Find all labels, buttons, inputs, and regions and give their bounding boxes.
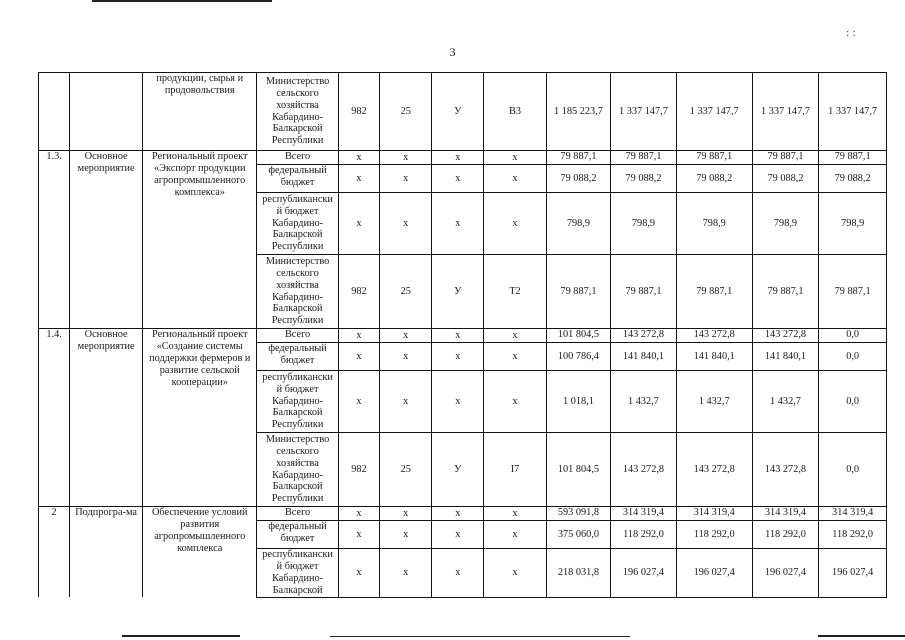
target-item-code-cell: I7 <box>484 433 546 507</box>
item-type-cell: Подпрогра-ма <box>70 507 143 598</box>
table-body <box>39 73 887 598</box>
amount-cell-year-5: 118 292,0 <box>819 521 887 549</box>
amount-cell-year-1: 798,9 <box>546 193 611 255</box>
item-number-cell: 1.3. <box>39 151 70 329</box>
section-code-cell: х <box>380 193 432 255</box>
amount-cell-year-3: 143 272,8 <box>676 329 752 343</box>
amount-cell-year-3: 118 292,0 <box>676 521 752 549</box>
page-corner-marks: : : <box>846 28 856 39</box>
grbs-code-cell: х <box>338 521 380 549</box>
item-type-cell: Основное мероприятие <box>70 151 143 329</box>
item-name-cell: продукции, сырья и продовольствия <box>143 73 257 151</box>
item-name-cell: Региональный проект «Экспорт продукции агропромышленного комплекса» <box>143 151 257 329</box>
section-code-cell: х <box>380 165 432 193</box>
grbs-code-cell: х <box>338 165 380 193</box>
amount-cell-year-1: 79 887,1 <box>546 255 611 329</box>
amount-cell-year-3: 798,9 <box>676 193 752 255</box>
grbs-code-cell: 982 <box>338 73 380 151</box>
subsection-code-cell: х <box>432 343 484 371</box>
amount-cell-year-5: 0,0 <box>819 343 887 371</box>
subsection-code-cell: х <box>432 521 484 549</box>
amount-cell-year-1: 79 088,2 <box>546 165 611 193</box>
amount-cell-year-3: 79 887,1 <box>676 151 752 165</box>
grbs-code-cell: х <box>338 507 380 521</box>
amount-cell-year-4: 79 887,1 <box>752 151 819 165</box>
item-type-cell <box>70 73 143 151</box>
amount-cell-year-5: 79 088,2 <box>819 165 887 193</box>
subsection-code-cell: х <box>432 329 484 343</box>
subsection-code-cell: х <box>432 371 484 433</box>
subsection-code-cell: х <box>432 193 484 255</box>
funding-source-cell: Министерство сельского хозяйства Кабардино-Балкарской Республики <box>257 73 338 151</box>
funding-source-cell: Министерство сельского хозяйства Кабардино-Балкарской Республики <box>257 255 338 329</box>
subsection-code-cell: х <box>432 549 484 598</box>
amount-cell-year-5: 0,0 <box>819 371 887 433</box>
target-item-code-cell: х <box>484 343 546 371</box>
amount-cell-year-2: 143 272,8 <box>611 433 677 507</box>
funding-source-cell: федеральный бюджет <box>257 343 338 371</box>
funding-source-cell: Всего <box>257 329 338 343</box>
amount-cell-year-4: 141 840,1 <box>752 343 819 371</box>
funding-source-cell: республиканский бюджет Кабардино-Балкарской <box>257 549 338 598</box>
amount-cell-year-4: 314 319,4 <box>752 507 819 521</box>
funding-source-cell: Всего <box>257 151 338 165</box>
amount-cell-year-2: 798,9 <box>611 193 677 255</box>
item-number-cell: 1.4. <box>39 329 70 507</box>
section-code-cell: х <box>380 329 432 343</box>
amount-cell-year-1: 101 804,5 <box>546 433 611 507</box>
grbs-code-cell: х <box>338 193 380 255</box>
subsection-code-cell: У <box>432 73 484 151</box>
amount-cell-year-5: 196 027,4 <box>819 549 887 598</box>
subsection-code-cell: х <box>432 165 484 193</box>
amount-cell-year-1: 1 185 223,7 <box>546 73 611 151</box>
grbs-code-cell: 982 <box>338 255 380 329</box>
amount-cell-year-2: 143 272,8 <box>611 329 677 343</box>
amount-cell-year-5: 79 887,1 <box>819 255 887 329</box>
amount-cell-year-4: 1 337 147,7 <box>752 73 819 151</box>
section-code-cell: 25 <box>380 433 432 507</box>
amount-cell-year-4: 143 272,8 <box>752 329 819 343</box>
amount-cell-year-3: 196 027,4 <box>676 549 752 598</box>
section-code-cell: х <box>380 151 432 165</box>
amount-cell-year-1: 100 786,4 <box>546 343 611 371</box>
scan-edge-bottom-left <box>122 635 240 637</box>
section-code-cell: 25 <box>380 73 432 151</box>
target-item-code-cell: х <box>484 151 546 165</box>
target-item-code-cell: х <box>484 521 546 549</box>
subsection-code-cell: х <box>432 151 484 165</box>
subsection-code-cell: х <box>432 507 484 521</box>
amount-cell-year-2: 141 840,1 <box>611 343 677 371</box>
amount-cell-year-2: 196 027,4 <box>611 549 677 598</box>
table-row <box>39 329 887 343</box>
table-row <box>39 151 887 165</box>
subsection-code-cell: У <box>432 255 484 329</box>
amount-cell-year-5: 1 337 147,7 <box>819 73 887 151</box>
grbs-code-cell: х <box>338 343 380 371</box>
amount-cell-year-3: 79 887,1 <box>676 255 752 329</box>
amount-cell-year-3: 141 840,1 <box>676 343 752 371</box>
scan-edge-top <box>92 0 272 2</box>
section-code-cell: х <box>380 507 432 521</box>
grbs-code-cell: х <box>338 549 380 598</box>
amount-cell-year-3: 314 319,4 <box>676 507 752 521</box>
amount-cell-year-1: 79 887,1 <box>546 151 611 165</box>
section-code-cell: х <box>380 343 432 371</box>
target-item-code-cell: х <box>484 549 546 598</box>
amount-cell-year-1: 101 804,5 <box>546 329 611 343</box>
amount-cell-year-3: 79 088,2 <box>676 165 752 193</box>
amount-cell-year-3: 143 272,8 <box>676 433 752 507</box>
scan-edge-bottom-right <box>818 635 905 637</box>
target-item-code-cell: х <box>484 371 546 433</box>
target-item-code-cell: В3 <box>484 73 546 151</box>
funding-source-cell: республиканский бюджет Кабардино-Балкарской Республики <box>257 193 338 255</box>
item-name-cell: Региональный проект «Создание системы поддержки фермеров и развитие сельской кооперации» <box>143 329 257 507</box>
item-name-cell: Обеспечение условий развития агропромышленного комплекса <box>143 507 257 598</box>
funding-source-cell: Министерство сельского хозяйства Кабардино-Балкарской Республики <box>257 433 338 507</box>
target-item-code-cell: Т2 <box>484 255 546 329</box>
amount-cell-year-5: 0,0 <box>819 329 887 343</box>
amount-cell-year-2: 79 887,1 <box>611 255 677 329</box>
amount-cell-year-4: 79 887,1 <box>752 255 819 329</box>
amount-cell-year-1: 1 018,1 <box>546 371 611 433</box>
scan-edge-bottom-mid <box>330 636 630 637</box>
subsection-code-cell: У <box>432 433 484 507</box>
amount-cell-year-5: 79 887,1 <box>819 151 887 165</box>
amount-cell-year-2: 79 887,1 <box>611 151 677 165</box>
grbs-code-cell: х <box>338 329 380 343</box>
grbs-code-cell: 982 <box>338 433 380 507</box>
grbs-code-cell: х <box>338 151 380 165</box>
amount-cell-year-2: 118 292,0 <box>611 521 677 549</box>
amount-cell-year-4: 118 292,0 <box>752 521 819 549</box>
amount-cell-year-4: 143 272,8 <box>752 433 819 507</box>
funding-source-cell: Всего <box>257 507 338 521</box>
amount-cell-year-1: 218 031,8 <box>546 549 611 598</box>
funding-source-cell: федеральный бюджет <box>257 165 338 193</box>
item-number-cell <box>39 73 70 151</box>
grbs-code-cell: х <box>338 371 380 433</box>
item-type-cell: Основное мероприятие <box>70 329 143 507</box>
section-code-cell: х <box>380 521 432 549</box>
amount-cell-year-2: 314 319,4 <box>611 507 677 521</box>
item-number-cell: 2 <box>39 507 70 598</box>
target-item-code-cell: х <box>484 507 546 521</box>
section-code-cell: 25 <box>380 255 432 329</box>
amount-cell-year-5: 0,0 <box>819 433 887 507</box>
amount-cell-year-3: 1 432,7 <box>676 371 752 433</box>
amount-cell-year-4: 798,9 <box>752 193 819 255</box>
table-row <box>39 73 887 151</box>
target-item-code-cell: х <box>484 193 546 255</box>
amount-cell-year-4: 1 432,7 <box>752 371 819 433</box>
amount-cell-year-3: 1 337 147,7 <box>676 73 752 151</box>
target-item-code-cell: х <box>484 329 546 343</box>
amount-cell-year-1: 375 060,0 <box>546 521 611 549</box>
page-number: 3 <box>449 45 456 59</box>
section-code-cell: х <box>380 549 432 598</box>
amount-cell-year-1: 593 091,8 <box>546 507 611 521</box>
amount-cell-year-2: 1 337 147,7 <box>611 73 677 151</box>
target-item-code-cell: х <box>484 165 546 193</box>
table-row <box>39 507 887 521</box>
funding-source-cell: республиканский бюджет Кабардино-Балкарской Республики <box>257 371 338 433</box>
amount-cell-year-2: 1 432,7 <box>611 371 677 433</box>
funding-source-cell: федеральный бюджет <box>257 521 338 549</box>
amount-cell-year-2: 79 088,2 <box>611 165 677 193</box>
amount-cell-year-5: 314 319,4 <box>819 507 887 521</box>
amount-cell-year-4: 79 088,2 <box>752 165 819 193</box>
budget-allocation-table <box>38 72 887 598</box>
section-code-cell: х <box>380 371 432 433</box>
amount-cell-year-4: 196 027,4 <box>752 549 819 598</box>
amount-cell-year-5: 798,9 <box>819 193 887 255</box>
